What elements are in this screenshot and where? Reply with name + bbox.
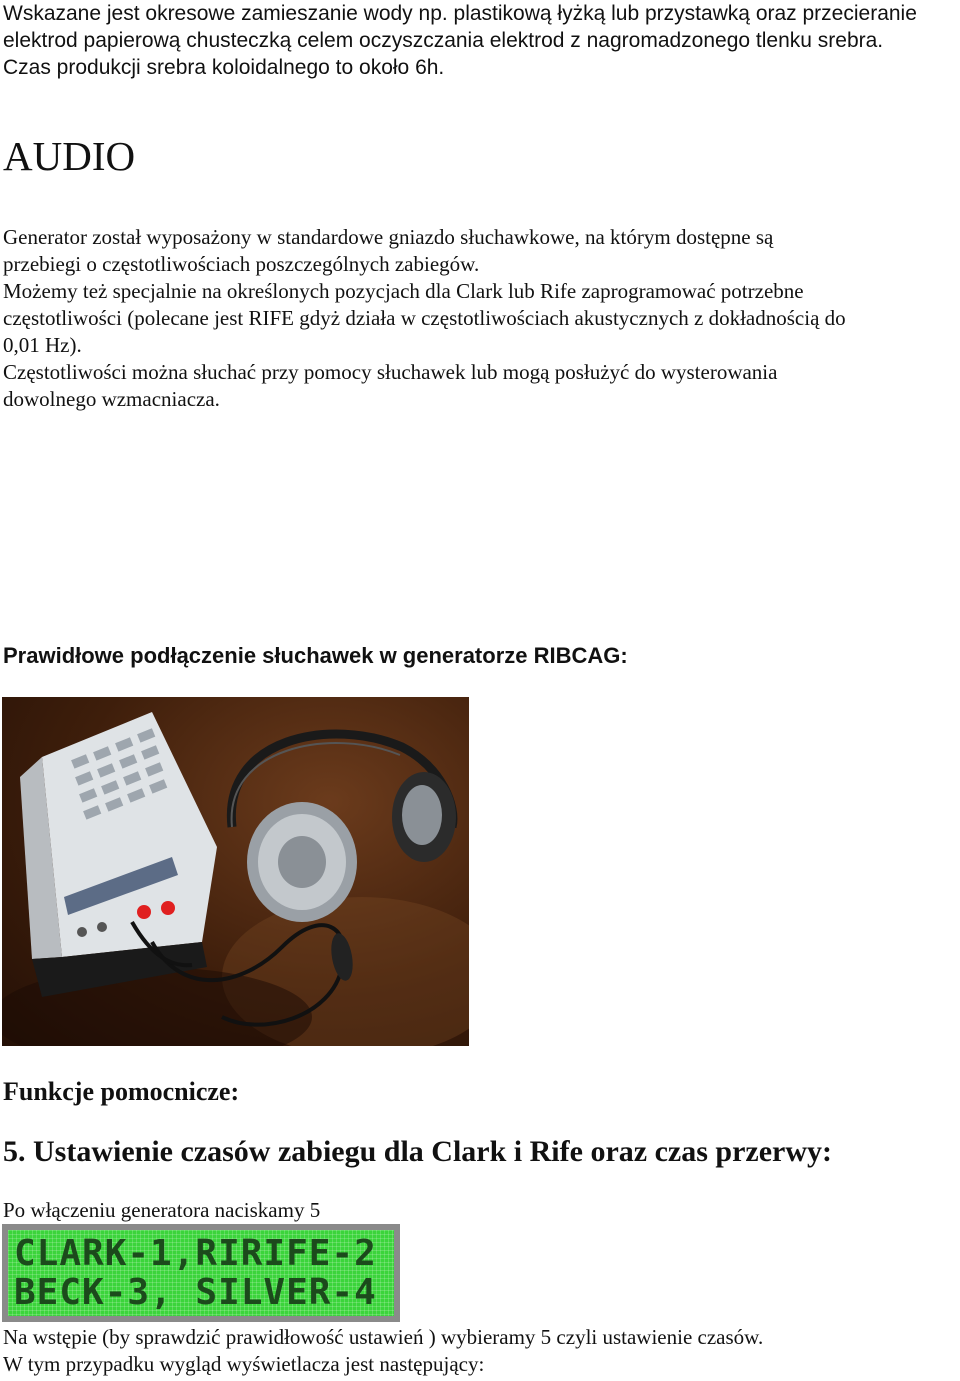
auxiliary-functions-heading: Funkcje pomocnicze: bbox=[3, 1077, 240, 1106]
audio-line-4: częstotliwości (polecane jest RIFE gdyż działa w częstotliwościach akustycznych z dokładnością do bbox=[3, 306, 846, 330]
photo-illustration bbox=[2, 697, 469, 1046]
intro-line-1: Wskazane jest okresowe zamieszanie wody np. plastikową łyżką lub przystawką oraz przecieranie bbox=[3, 2, 917, 25]
audio-line-2: przebiegi o częstotliwościach poszczególnych zabiegów. bbox=[3, 252, 480, 276]
lcd-screen bbox=[8, 1230, 394, 1316]
audio-heading: AUDIO bbox=[3, 133, 136, 179]
audio-line-3: Możemy też specjalnie na określonych pozycjach dla Clark lub Rife zaprogramować potrzebne bbox=[3, 279, 804, 303]
closing-line-1: Na wstępie (by sprawdzić prawidłowość ustawień ) wybieramy 5 czyli ustawienie czasów. bbox=[3, 1325, 764, 1349]
audio-line-6: Częstotliwości można słuchać przy pomocy słuchawek lub mogą posłużyć do wysterowania bbox=[3, 360, 778, 384]
audio-paragraph bbox=[3, 224, 960, 413]
generator-headphones-photo bbox=[2, 697, 469, 1046]
intro-line-2: elektrod papierową chusteczką celem oczyszczania elektrod z nagromadzonego tlenku srebra. bbox=[3, 29, 884, 52]
after-power-on-text: Po włączeniu generatora naciskamy 5 bbox=[3, 1198, 321, 1222]
lcd-line-1: CLARK-1,RIRIFE-2 bbox=[14, 1233, 377, 1274]
lcd-display bbox=[2, 1224, 400, 1322]
lcd-line-2: BECK-3, SILVER-4 bbox=[14, 1272, 377, 1313]
audio-line-7: dowolnego wzmacniacza. bbox=[3, 387, 220, 411]
intro-line-3: Czas produkcji srebra koloidalnego to około 6h. bbox=[3, 56, 445, 79]
generator-device bbox=[20, 712, 217, 997]
headphones-connection-heading: Prawidłowe podłączenie słuchawek w generatorze RIBCAG: bbox=[3, 643, 628, 668]
section5-heading: 5. Ustawienie czasów zabiegu dla Clark i Rife oraz czas przerwy: bbox=[3, 1135, 832, 1168]
closing-paragraph bbox=[3, 1324, 960, 1378]
audio-line-1: Generator został wyposażony w standardowe gniazdo słuchawkowe, na którym dostępne są bbox=[3, 225, 774, 249]
closing-line-2: W tym przypadku wygląd wyświetlacza jest następujący: bbox=[3, 1352, 485, 1376]
intro-paragraph bbox=[3, 0, 960, 81]
audio-line-5: 0,01 Hz). bbox=[3, 333, 82, 357]
